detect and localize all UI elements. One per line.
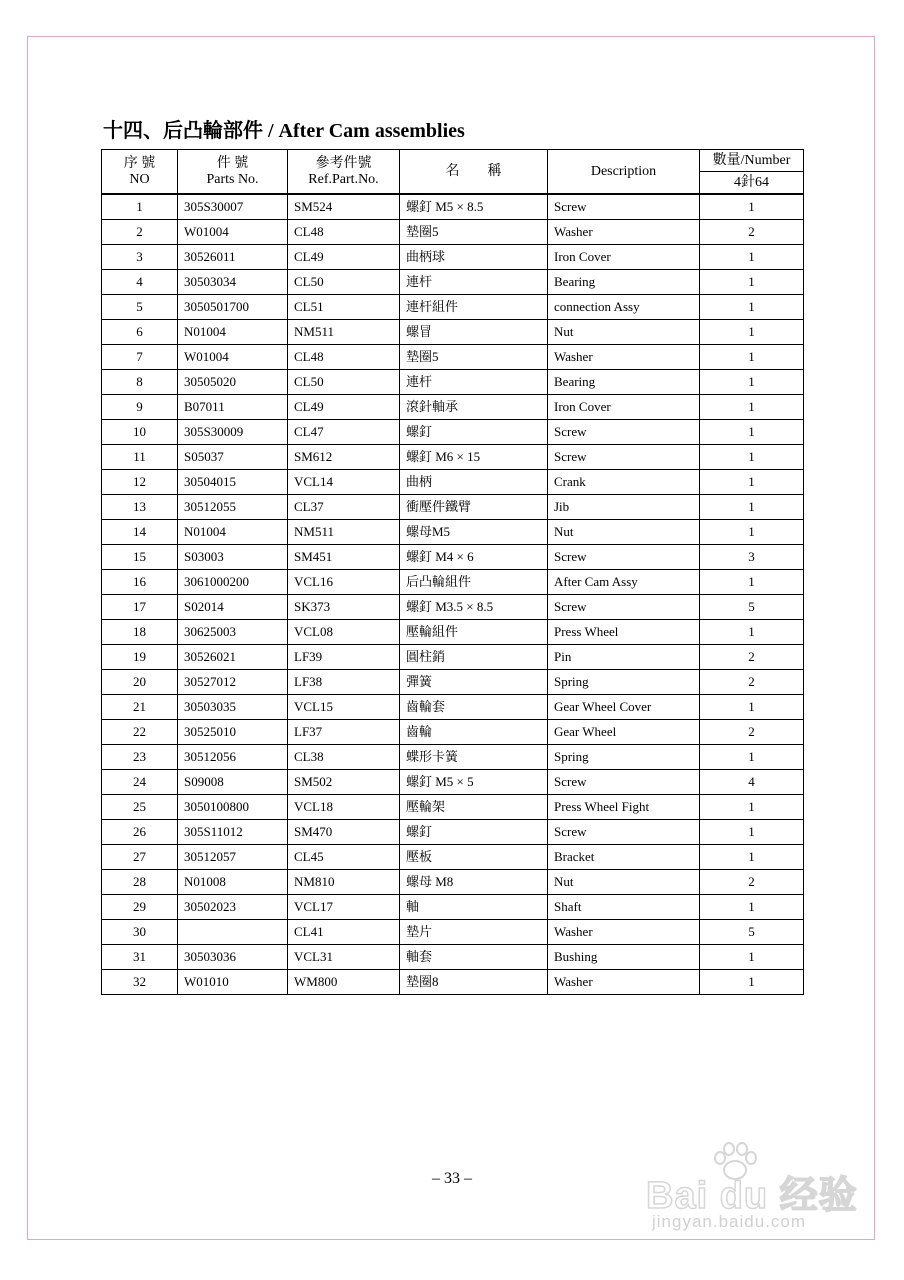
cell-no: 27 xyxy=(102,845,178,870)
cell-no: 29 xyxy=(102,895,178,920)
cell-description: Spring xyxy=(548,670,700,695)
cell-no: 12 xyxy=(102,470,178,495)
table-row xyxy=(102,345,804,370)
cell-parts-no: 30525010 xyxy=(178,720,288,745)
table-row xyxy=(102,870,804,895)
cell-description: Bearing xyxy=(548,370,700,395)
cell-parts-no: 30503036 xyxy=(178,945,288,970)
header-ref-part-no: 參考件號 Ref.Part.No. xyxy=(288,150,400,195)
cell-name: 曲柄球 xyxy=(400,245,548,270)
cell-parts-no: 30527012 xyxy=(178,670,288,695)
cell-quantity: 1 xyxy=(700,295,804,320)
cell-quantity: 1 xyxy=(700,445,804,470)
cell-no: 7 xyxy=(102,345,178,370)
cell-ref-part-no: CL48 xyxy=(288,345,400,370)
cell-description: Washer xyxy=(548,345,700,370)
cell-description: Screw xyxy=(548,420,700,445)
table-row xyxy=(102,770,804,795)
cell-ref-part-no: CL47 xyxy=(288,420,400,445)
table-row xyxy=(102,220,804,245)
cell-quantity: 1 xyxy=(700,320,804,345)
table-row xyxy=(102,370,804,395)
cell-quantity: 1 xyxy=(700,345,804,370)
cell-ref-part-no: CL48 xyxy=(288,220,400,245)
table-row xyxy=(102,395,804,420)
cell-quantity: 4 xyxy=(700,770,804,795)
cell-name: 蝶形卡簧 xyxy=(400,745,548,770)
cell-ref-part-no: VCL31 xyxy=(288,945,400,970)
parts-table xyxy=(101,149,804,995)
cell-parts-no: 3050501700 xyxy=(178,295,288,320)
cell-name: 曲柄 xyxy=(400,470,548,495)
cell-description: Screw xyxy=(548,820,700,845)
cell-no: 28 xyxy=(102,870,178,895)
cell-parts-no: 3061000200 xyxy=(178,570,288,595)
cell-quantity: 5 xyxy=(700,920,804,945)
cell-quantity: 1 xyxy=(700,245,804,270)
cell-name: 連杆 xyxy=(400,370,548,395)
cell-name: 墊圈5 xyxy=(400,220,548,245)
table-row xyxy=(102,720,804,745)
cell-ref-part-no: NM511 xyxy=(288,320,400,345)
table-row xyxy=(102,895,804,920)
cell-no: 21 xyxy=(102,695,178,720)
cell-ref-part-no: CL45 xyxy=(288,845,400,870)
cell-name: 壓輪組件 xyxy=(400,620,548,645)
table-row xyxy=(102,595,804,620)
table-row xyxy=(102,845,804,870)
cell-description: Washer xyxy=(548,970,700,995)
watermark-logo: Bai du 经验 xyxy=(646,1175,858,1217)
cell-name: 螺釘 M5 × 5 xyxy=(400,770,548,795)
cell-description: Screw xyxy=(548,194,700,220)
table-row xyxy=(102,420,804,445)
cell-no: 23 xyxy=(102,745,178,770)
cell-name: 螺釘 M3.5 × 8.5 xyxy=(400,595,548,620)
cell-quantity: 1 xyxy=(700,495,804,520)
page-title: 十四、后凸輪部件 / After Cam assemblies xyxy=(103,120,465,142)
cell-description: Screw xyxy=(548,770,700,795)
cell-name: 衝壓件鐵臂 xyxy=(400,495,548,520)
header-quantity: 數量/Number xyxy=(700,150,804,172)
cell-quantity: 1 xyxy=(700,520,804,545)
cell-quantity: 1 xyxy=(700,970,804,995)
table-row xyxy=(102,920,804,945)
cell-ref-part-no: CL38 xyxy=(288,745,400,770)
cell-name: 螺釘 M5 × 8.5 xyxy=(400,194,548,220)
table-row xyxy=(102,270,804,295)
cell-quantity: 1 xyxy=(700,194,804,220)
table-row xyxy=(102,445,804,470)
cell-name: 螺釘 xyxy=(400,420,548,445)
cell-description: Screw xyxy=(548,595,700,620)
table-row xyxy=(102,570,804,595)
cell-name: 螺母M5 xyxy=(400,520,548,545)
cell-name: 滾針軸承 xyxy=(400,395,548,420)
cell-name: 圓柱銷 xyxy=(400,645,548,670)
cell-parts-no: 30526011 xyxy=(178,245,288,270)
cell-name: 壓板 xyxy=(400,845,548,870)
table-row xyxy=(102,695,804,720)
cell-ref-part-no: VCL14 xyxy=(288,470,400,495)
cell-parts-no: 3050100800 xyxy=(178,795,288,820)
cell-name: 螺釘 M4 × 6 xyxy=(400,545,548,570)
cell-parts-no: N01004 xyxy=(178,320,288,345)
cell-no: 2 xyxy=(102,220,178,245)
cell-description: Nut xyxy=(548,320,700,345)
cell-ref-part-no: VCL15 xyxy=(288,695,400,720)
cell-description: Jib xyxy=(548,495,700,520)
cell-ref-part-no: NM810 xyxy=(288,870,400,895)
cell-quantity: 2 xyxy=(700,645,804,670)
cell-ref-part-no: CL50 xyxy=(288,370,400,395)
cell-no: 20 xyxy=(102,670,178,695)
header-no: 序 號 NO xyxy=(102,150,178,195)
cell-description: Iron Cover xyxy=(548,245,700,270)
cell-description: Gear Wheel Cover xyxy=(548,695,700,720)
cell-quantity: 1 xyxy=(700,945,804,970)
cell-parts-no: S03003 xyxy=(178,545,288,570)
cell-quantity: 1 xyxy=(700,570,804,595)
cell-description: Nut xyxy=(548,520,700,545)
cell-description: Gear Wheel xyxy=(548,720,700,745)
table-row xyxy=(102,620,804,645)
cell-quantity: 1 xyxy=(700,795,804,820)
cell-description: Spring xyxy=(548,745,700,770)
cell-parts-no: 305S11012 xyxy=(178,820,288,845)
cell-name: 連杆 xyxy=(400,270,548,295)
cell-ref-part-no: LF39 xyxy=(288,645,400,670)
cell-description: Shaft xyxy=(548,895,700,920)
cell-parts-no: 30504015 xyxy=(178,470,288,495)
cell-name: 墊圈8 xyxy=(400,970,548,995)
cell-no: 13 xyxy=(102,495,178,520)
cell-no: 8 xyxy=(102,370,178,395)
table-row xyxy=(102,194,804,220)
cell-description: Press Wheel xyxy=(548,620,700,645)
cell-ref-part-no: VCL17 xyxy=(288,895,400,920)
cell-name: 螺冒 xyxy=(400,320,548,345)
cell-parts-no: W01004 xyxy=(178,220,288,245)
cell-ref-part-no: VCL08 xyxy=(288,620,400,645)
cell-no: 30 xyxy=(102,920,178,945)
cell-quantity: 2 xyxy=(700,670,804,695)
cell-parts-no: 30526021 xyxy=(178,645,288,670)
cell-parts-no: S02014 xyxy=(178,595,288,620)
cell-no: 24 xyxy=(102,770,178,795)
cell-name: 齒輪套 xyxy=(400,695,548,720)
cell-name: 軸 xyxy=(400,895,548,920)
cell-no: 26 xyxy=(102,820,178,845)
table-row xyxy=(102,470,804,495)
cell-quantity: 1 xyxy=(700,820,804,845)
cell-ref-part-no: WM800 xyxy=(288,970,400,995)
cell-description: Crank xyxy=(548,470,700,495)
table-row xyxy=(102,795,804,820)
watermark-url: jingyan.baidu.com xyxy=(652,1212,807,1231)
table-header-row xyxy=(102,150,804,172)
table-row xyxy=(102,520,804,545)
cell-parts-no: 30512056 xyxy=(178,745,288,770)
cell-quantity: 1 xyxy=(700,845,804,870)
cell-ref-part-no: CL49 xyxy=(288,395,400,420)
cell-parts-no: W01010 xyxy=(178,970,288,995)
cell-parts-no: N01008 xyxy=(178,870,288,895)
cell-no: 9 xyxy=(102,395,178,420)
cell-quantity: 1 xyxy=(700,395,804,420)
cell-ref-part-no: SK373 xyxy=(288,595,400,620)
cell-quantity: 1 xyxy=(700,270,804,295)
cell-ref-part-no: SM470 xyxy=(288,820,400,845)
cell-quantity: 2 xyxy=(700,720,804,745)
parts-table-body xyxy=(102,194,804,995)
cell-quantity: 2 xyxy=(700,870,804,895)
table-row xyxy=(102,970,804,995)
cell-description: Pin xyxy=(548,645,700,670)
cell-parts-no: 30625003 xyxy=(178,620,288,645)
cell-name: 墊圈5 xyxy=(400,345,548,370)
cell-ref-part-no: LF38 xyxy=(288,670,400,695)
cell-ref-part-no: CL37 xyxy=(288,495,400,520)
cell-name: 后凸輪組件 xyxy=(400,570,548,595)
cell-no: 5 xyxy=(102,295,178,320)
cell-description: Bearing xyxy=(548,270,700,295)
table-row xyxy=(102,295,804,320)
cell-ref-part-no: VCL18 xyxy=(288,795,400,820)
table-row xyxy=(102,545,804,570)
cell-description: Press Wheel Fight xyxy=(548,795,700,820)
cell-quantity: 1 xyxy=(700,470,804,495)
cell-no: 4 xyxy=(102,270,178,295)
table-row xyxy=(102,670,804,695)
cell-parts-no xyxy=(178,920,288,945)
cell-parts-no: W01004 xyxy=(178,345,288,370)
table-row xyxy=(102,745,804,770)
cell-description: Iron Cover xyxy=(548,395,700,420)
cell-description: Bushing xyxy=(548,945,700,970)
table-row xyxy=(102,495,804,520)
cell-description: After Cam Assy xyxy=(548,570,700,595)
cell-parts-no: 305S30009 xyxy=(178,420,288,445)
cell-description: Washer xyxy=(548,920,700,945)
cell-description: Nut xyxy=(548,870,700,895)
table-row xyxy=(102,645,804,670)
cell-quantity: 1 xyxy=(700,695,804,720)
cell-parts-no: 30502023 xyxy=(178,895,288,920)
table-row xyxy=(102,320,804,345)
cell-no: 18 xyxy=(102,620,178,645)
cell-parts-no: 30503034 xyxy=(178,270,288,295)
cell-quantity: 1 xyxy=(700,370,804,395)
cell-no: 6 xyxy=(102,320,178,345)
cell-quantity: 1 xyxy=(700,620,804,645)
cell-no: 3 xyxy=(102,245,178,270)
cell-parts-no: 30512055 xyxy=(178,495,288,520)
cell-no: 31 xyxy=(102,945,178,970)
cell-ref-part-no: SM502 xyxy=(288,770,400,795)
cell-name: 彈簧 xyxy=(400,670,548,695)
header-parts-no: 件 號 Parts No. xyxy=(178,150,288,195)
cell-description: Screw xyxy=(548,445,700,470)
cell-no: 14 xyxy=(102,520,178,545)
cell-name: 壓輪架 xyxy=(400,795,548,820)
header-description: Description xyxy=(548,150,700,195)
cell-parts-no: 30505020 xyxy=(178,370,288,395)
cell-name: 螺釘 xyxy=(400,820,548,845)
cell-quantity: 1 xyxy=(700,745,804,770)
cell-ref-part-no: CL49 xyxy=(288,245,400,270)
cell-description: Screw xyxy=(548,545,700,570)
cell-quantity: 2 xyxy=(700,220,804,245)
cell-no: 10 xyxy=(102,420,178,445)
header-name: 名 稱 xyxy=(400,150,548,195)
table-row xyxy=(102,245,804,270)
cell-quantity: 1 xyxy=(700,420,804,445)
cell-no: 22 xyxy=(102,720,178,745)
cell-description: connection Assy xyxy=(548,295,700,320)
cell-name: 軸套 xyxy=(400,945,548,970)
cell-description: Washer xyxy=(548,220,700,245)
cell-no: 1 xyxy=(102,194,178,220)
cell-ref-part-no: CL50 xyxy=(288,270,400,295)
cell-name: 墊片 xyxy=(400,920,548,945)
cell-parts-no: 30503035 xyxy=(178,695,288,720)
table-row xyxy=(102,820,804,845)
cell-no: 32 xyxy=(102,970,178,995)
cell-no: 25 xyxy=(102,795,178,820)
cell-parts-no: N01004 xyxy=(178,520,288,545)
watermark xyxy=(640,1140,870,1240)
cell-ref-part-no: VCL16 xyxy=(288,570,400,595)
cell-ref-part-no: SM612 xyxy=(288,445,400,470)
cell-ref-part-no: SM451 xyxy=(288,545,400,570)
cell-name: 螺釘 M6 × 15 xyxy=(400,445,548,470)
cell-name: 螺母 M8 xyxy=(400,870,548,895)
cell-name: 連杆組件 xyxy=(400,295,548,320)
cell-ref-part-no: CL41 xyxy=(288,920,400,945)
cell-parts-no: S09008 xyxy=(178,770,288,795)
table-row xyxy=(102,945,804,970)
cell-parts-no: S05037 xyxy=(178,445,288,470)
cell-no: 16 xyxy=(102,570,178,595)
cell-parts-no: 305S30007 xyxy=(178,194,288,220)
page-number: – 33 – xyxy=(432,1170,472,1187)
cell-quantity: 3 xyxy=(700,545,804,570)
cell-quantity: 1 xyxy=(700,895,804,920)
cell-ref-part-no: SM524 xyxy=(288,194,400,220)
cell-no: 15 xyxy=(102,545,178,570)
header-quantity-model: 4針64 xyxy=(700,172,804,195)
cell-no: 19 xyxy=(102,645,178,670)
cell-no: 17 xyxy=(102,595,178,620)
cell-parts-no: B07011 xyxy=(178,395,288,420)
cell-ref-part-no: NM511 xyxy=(288,520,400,545)
cell-name: 齒輪 xyxy=(400,720,548,745)
cell-parts-no: 30512057 xyxy=(178,845,288,870)
cell-no: 11 xyxy=(102,445,178,470)
cell-ref-part-no: CL51 xyxy=(288,295,400,320)
cell-quantity: 5 xyxy=(700,595,804,620)
cell-ref-part-no: LF37 xyxy=(288,720,400,745)
cell-description: Bracket xyxy=(548,845,700,870)
